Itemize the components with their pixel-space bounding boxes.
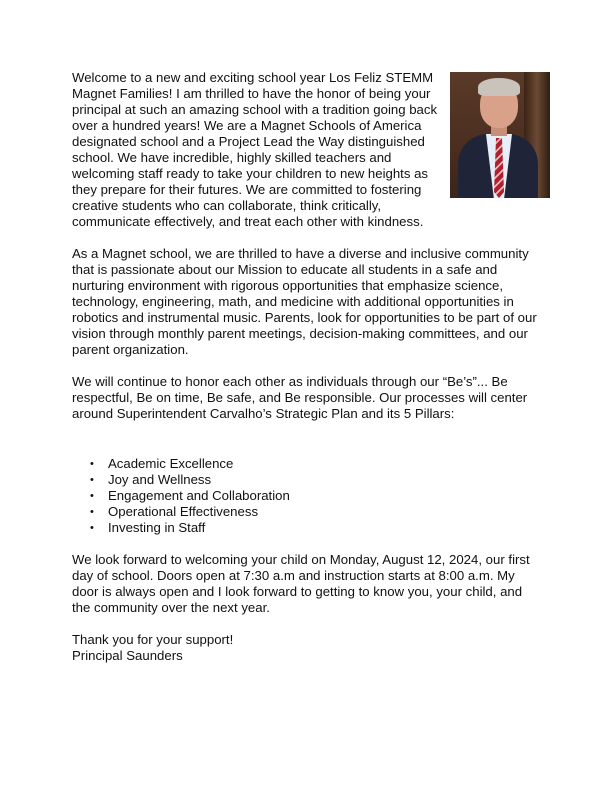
list-item: • Operational Effectiveness [108,504,542,520]
list-item: • Engagement and Collaboration [108,488,542,504]
list-item: • Academic Excellence [108,456,542,472]
principal-photo [450,72,550,198]
letter-page [72,70,542,664]
magnet-paragraph: As a Magnet school, we are thrilled to have a diverse and inclusive community that is passionate about our Mission to educate all students in a safe and nurturing environment with rigorous opportunities that emphasize science, technology, engineering, math, and medicine with additional opportunities in robotics and instrumental music. Parents, look for opportunities to be part of our vision through monthly parent meetings, decision-making committees, and our parent organization. [72,246,537,357]
list-item: • Investing in Staff [108,520,542,536]
values-paragraph: We will continue to honor each other as individuals through our “Be’s”... Be respectful, Be on time, Be safe, and Be responsible. Our processes will center around Superintendent Carvalho’s Strategic Plan and its 5 Pillars: [72,374,528,421]
list-item: • Joy and Wellness [108,472,542,488]
closing-thanks: Thank you for your support! [72,632,234,647]
pillars-list [72,456,542,536]
signature: Principal Saunders [72,648,183,663]
first-day-paragraph: We look forward to welcoming your child on Monday, August 12, 2024, our first day of school. Doors open at 7:30 a.m and instruction starts at 8:00 a.m. My door is always open and I look forward to getting to know you, your child, and the community over the next year. [72,552,530,615]
welcome-paragraph: Welcome to a new and exciting school year Los Feliz STEMM Magnet Families! I am thrilled to have the honor of being your principal at such an amazing school with a tradition going back over a hundred years! We are a Magnet Schools of America designated school and a Project Lead the Way distinguished school. We have incredible, highly skilled teachers and welcoming staff ready to take your children to new heights as they prepare for their futures. We are committed to fostering creative students who can collaborate, think critically, communicate effectively, and treat each other with kindness. [72,70,438,229]
